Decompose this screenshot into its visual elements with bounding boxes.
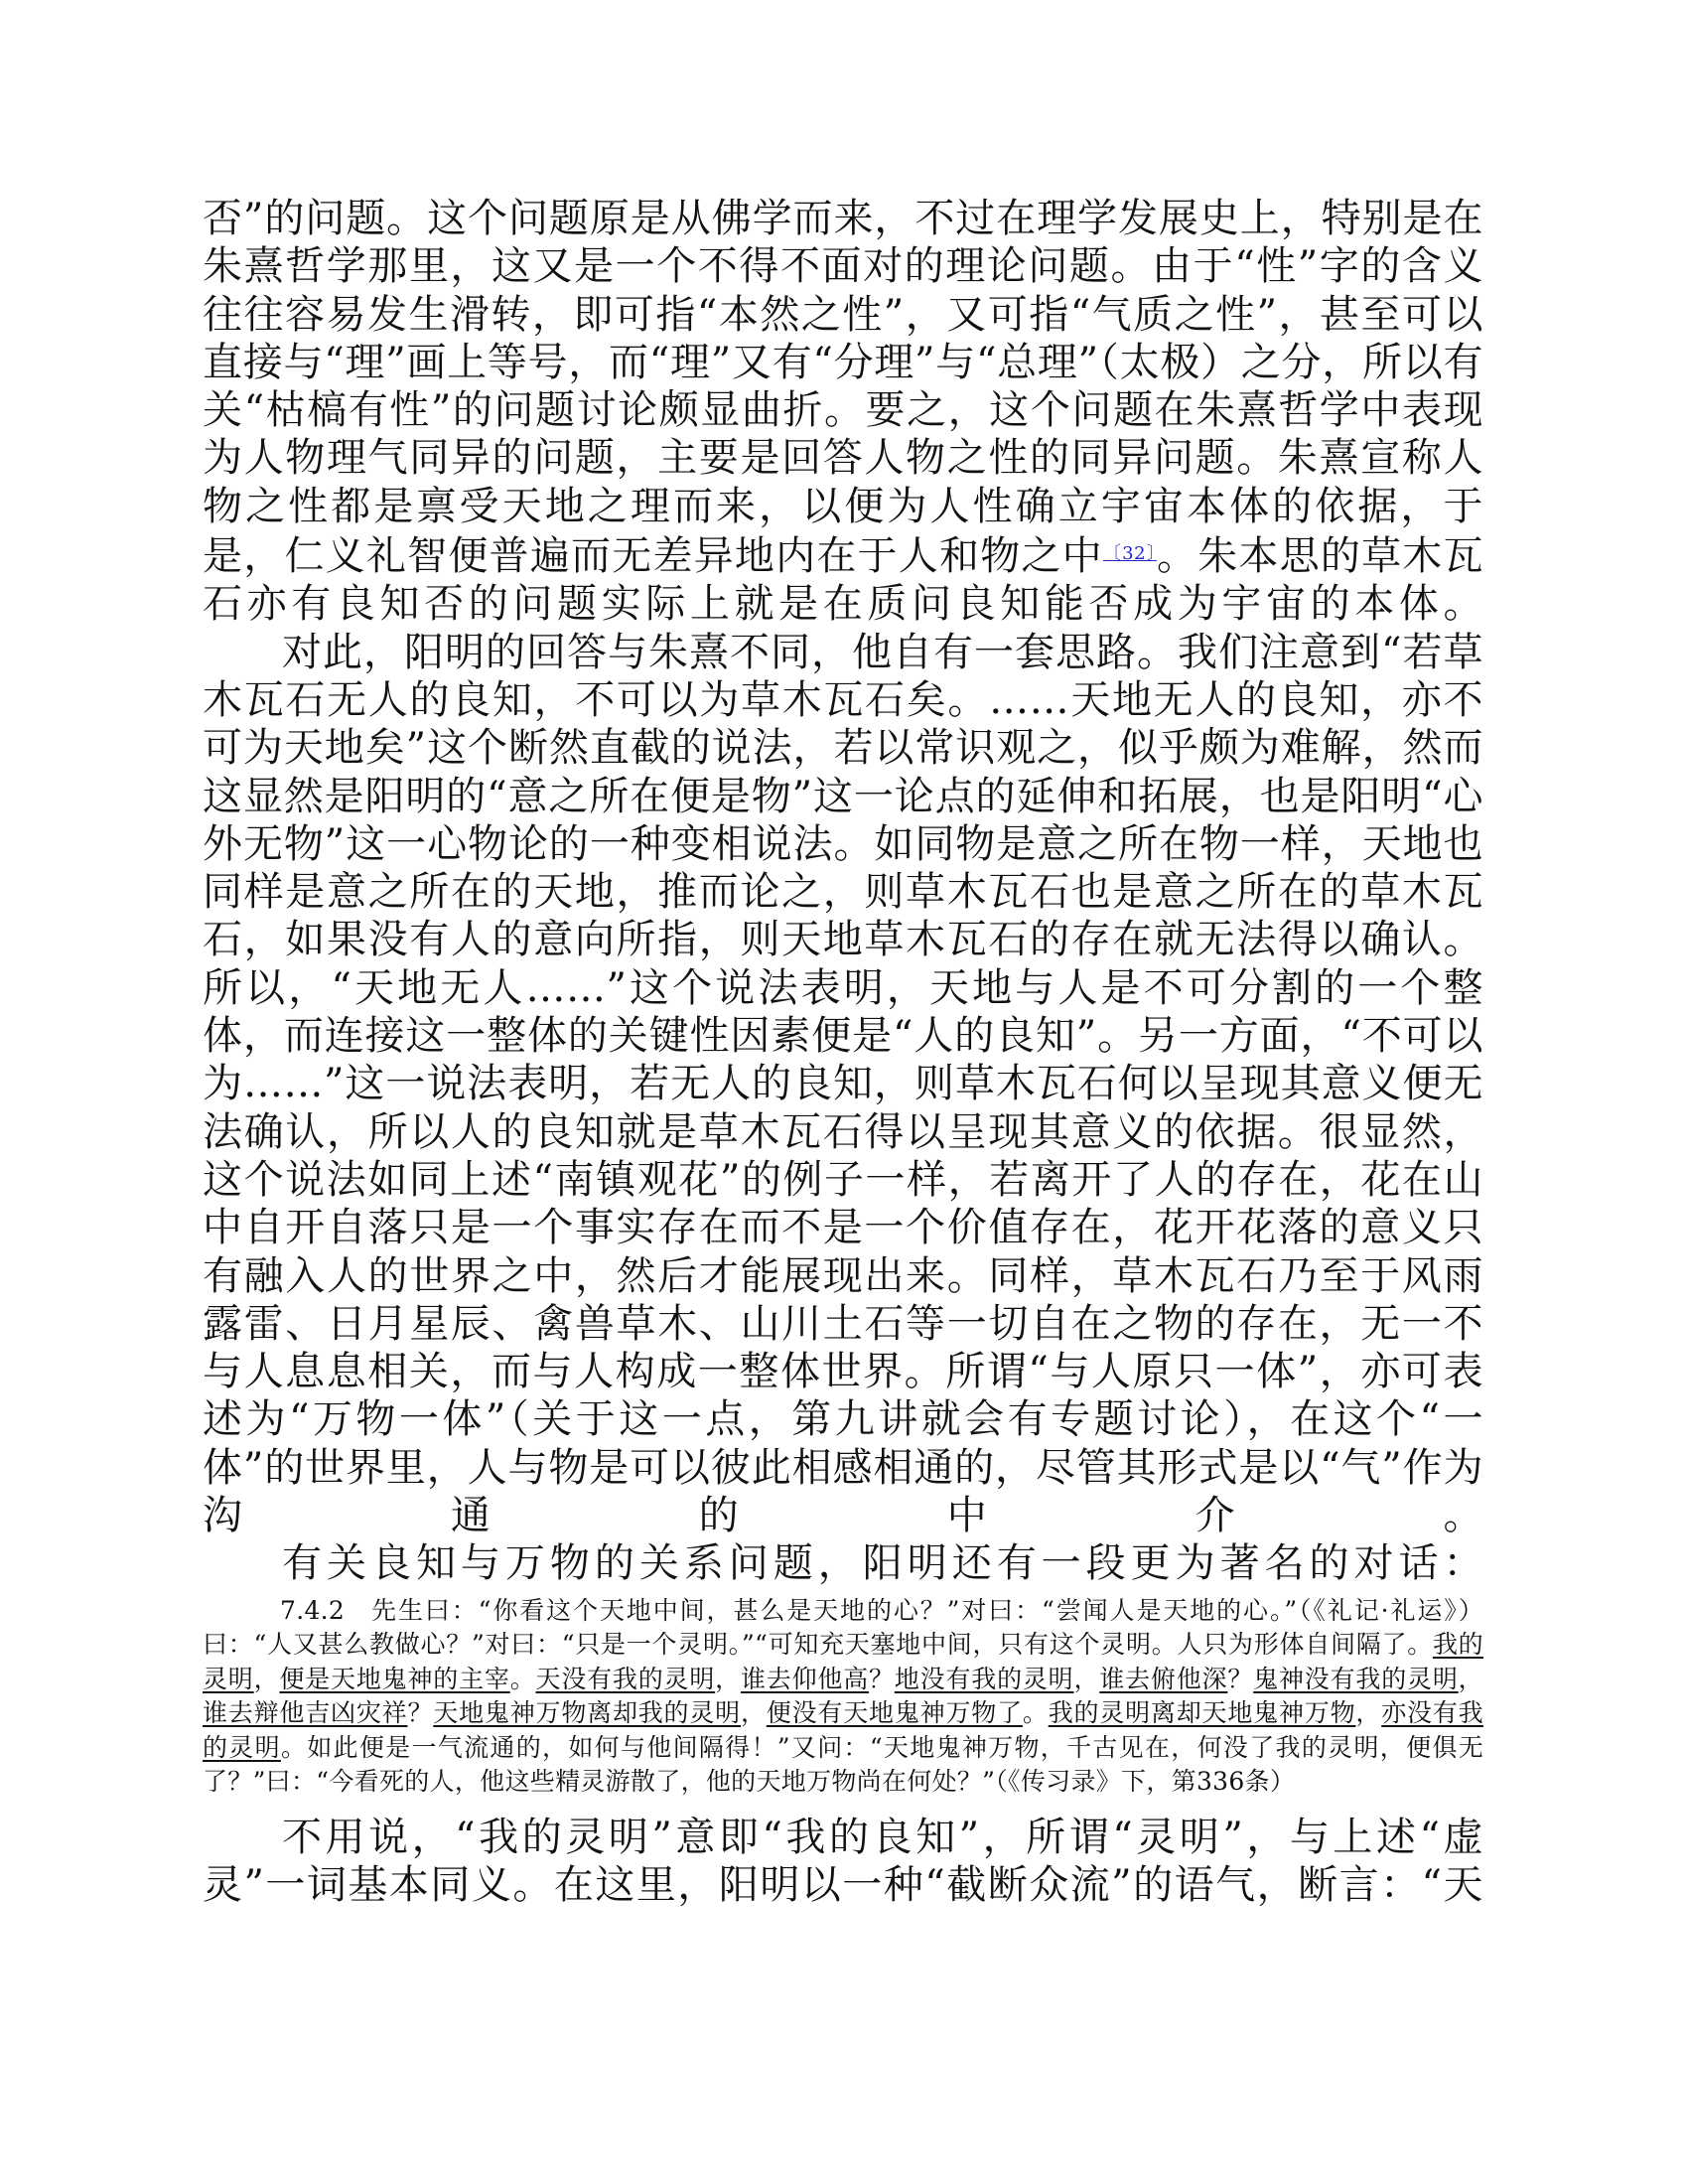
quote-punct: ，	[253, 1664, 280, 1693]
quote-punct: ，	[1355, 1698, 1382, 1728]
quote-punct: ，	[1073, 1664, 1100, 1693]
quote-punct: ？	[869, 1664, 895, 1693]
underlined-phrase: 亦没有我的灵明	[203, 1698, 1483, 1762]
quote-punct: 。	[1022, 1698, 1049, 1728]
quote-punct: 。	[509, 1664, 536, 1693]
quote-punct: ？	[407, 1698, 434, 1728]
quote-number: 7.4.2	[280, 1595, 346, 1625]
quote-text: 先生曰：“你看这个天地中间，甚么是天地的心？”对曰：“尝闻人是天地的心。”（《礼记·礼运》）曰：“人又甚么教做心？”对曰：“只是一个灵明。”“可知充天塞地中间，只有这个灵明。人只为形体自间隔了。	[203, 1595, 1483, 1660]
underlined-phrase: 鬼神没有我的灵明	[1253, 1664, 1459, 1693]
underlined-phrase: 天地鬼神万物离却我的灵明	[433, 1698, 741, 1728]
paragraph-1-text-end: 。朱本思的草木瓦石亦有良知否的问题实际上就是在质问良知能否成为宇宙的本体。	[203, 533, 1484, 628]
quote-text-end: 。如此便是一气流通的，如何与他间隔得！”又问：“天地鬼神万物，千古见在，何没了我的灵明，便俱无了？”曰：“今看死的人，他这些精灵游散了，他的天地万物尚在何处？”（《传习录》下，第336条）	[203, 1732, 1483, 1797]
paragraph-2: 对此，阳明的回答与朱熹不同，他自有一套思路。我们注意到“若草木瓦石无人的良知，不可以为草木瓦石矣。……天地无人的良知，亦不可为天地矣”这个断然直截的说法，若以常识观之，似乎颇为难解，然而这显然是阳明的“意之所在便是物”这一论点的延伸和拓展，也是阳明“心外无物”这一心物论的一种变相说法。如同物是意之所在物一样，天地也同样是意之所在的天地，推而论之，则草木瓦石也是意之所在的草木瓦石，如果没有人的意向所指，则天地草木瓦石的存在就无法得以确认。所以，“天地无人……”这个说法表明，天地与人是不可分割的一个整体，而连接这一整体的关键性因素便是“人的良知”。另一方面，“不可以为……”这一说法表明，若无人的良知，则草木瓦石何以呈现其意义便无法确认，所以人的良知就是草木瓦石得以呈现其意义的依据。很显然，这个说法如同上述“南镇观花”的例子一样，若离开了人的存在，花在山中自开自落只是一个事实存在而不是一个价值存在，花开花落的意义只有融入人的世界之中，然后才能展现出来。同样，草木瓦石乃至于风雨露雷、日月星辰、禽兽草木、山川土石等一切自在之物的存在，无一不与人息息相关，而与人构成一整体世界。所谓“与人原只一体”，亦可表述为“万物一体”（关于这一点，第九讲就会有专题讨论），在这个“一体”的世界里，人与物是可以彼此相感相通的，尽管其形式是以“气”作为沟通的中介。	[203, 629, 1483, 1539]
underlined-phrase: 我的灵明离却天地鬼神万物	[1048, 1698, 1356, 1728]
quote-punct: ？	[1227, 1664, 1254, 1693]
footnote-link[interactable]: 〔32〕	[1102, 543, 1157, 565]
underlined-phrase: 便没有天地鬼神万物了	[766, 1698, 1023, 1728]
document-page	[203, 195, 1483, 1909]
underlined-phrase: 我的灵明	[203, 1630, 1483, 1693]
quote-punct: ，	[1458, 1664, 1483, 1693]
underlined-phrase: 谁去辩他吉凶灾祥	[203, 1698, 408, 1728]
underlined-phrase: 便是天地鬼神的主宰	[279, 1664, 510, 1693]
paragraph-4: 不用说，“我的灵明”意即“我的良知”，所谓“灵明”，与上述“虚灵”一词基本同义。在这里，阳明以一种“截断众流”的语气，断言：“天	[203, 1814, 1483, 1908]
paragraph-1	[203, 195, 1483, 629]
underlined-phrase: 天没有我的灵明	[535, 1664, 716, 1693]
block-quote	[203, 1594, 1483, 1800]
paragraph-1-text: 否”的问题。这个问题原是从佛学而来，不过在理学发展史上，特别是在朱熹哲学那里，这又是一个不得不面对的理论问题。由于“性”字的含义往往容易发生滑转，即可指“本然之性”，又可指“气质之性”，甚至可以直接与“理”画上等号，而“理”又有“分理”与“总理”（太极）之分，所以有关“枯槁有性”的问题讨论颇显曲折。要之，这个问题在朱熹哲学中表现为人物理气同异的问题，主要是回答人物之性的同异问题。朱熹宣称人物之性都是禀受天地之理而来，以便为人性确立宇宙本体的依据，于是，仁义礼智便普遍而无差异地内在于人和物之中	[203, 196, 1483, 580]
underlined-phrase: 谁去俯他深	[1099, 1664, 1228, 1693]
underlined-phrase: 谁去仰他高	[740, 1664, 870, 1693]
quote-punct: ，	[740, 1698, 767, 1728]
underlined-phrase: 地没有我的灵明	[894, 1664, 1074, 1693]
quote-punct: ，	[715, 1664, 741, 1693]
paragraph-3: 有关良知与万物的关系问题，阳明还有一段更为著名的对话：	[282, 1540, 1483, 1587]
